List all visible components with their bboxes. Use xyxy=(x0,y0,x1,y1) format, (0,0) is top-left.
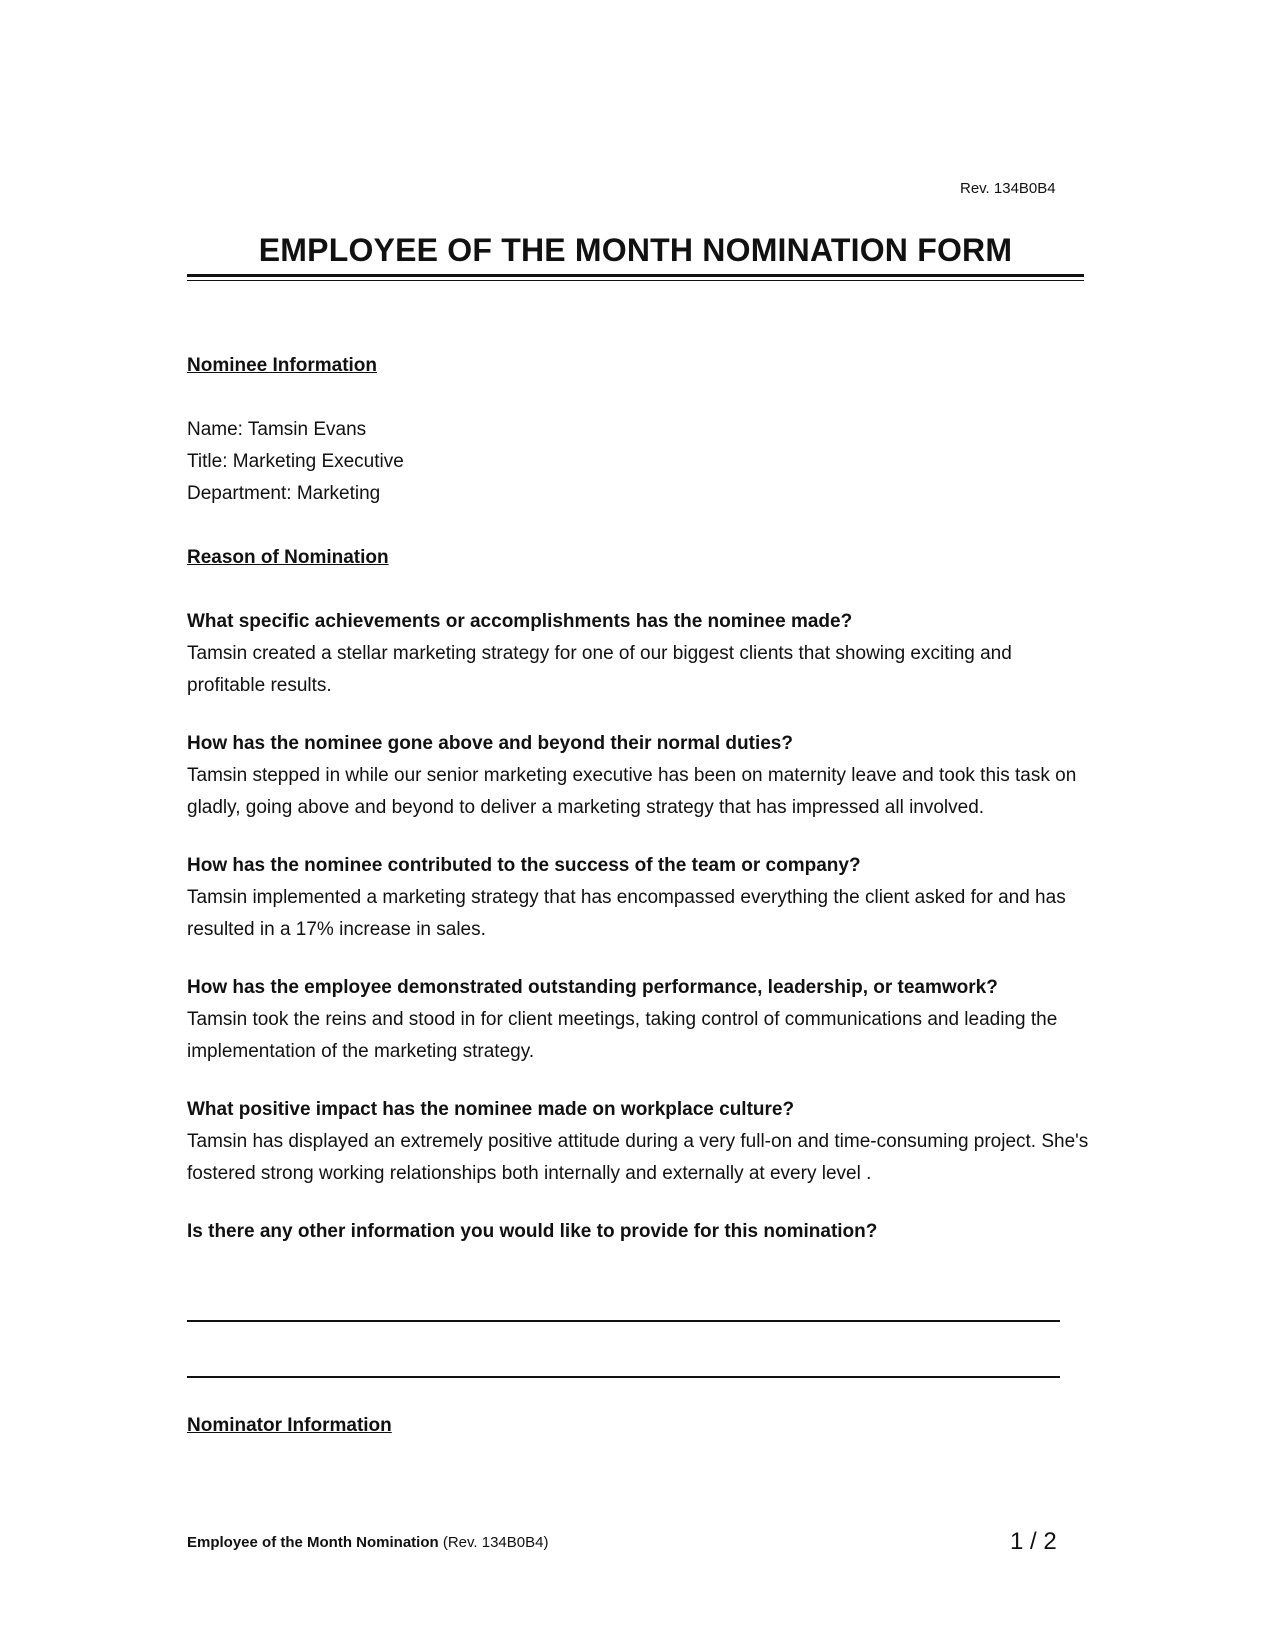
answer-text: Tamsin stepped in while our senior marketing executive has been on maternity leave and took this task on gladly, going above and beyond to deliver a marketing strategy that has impressed all involved. xyxy=(187,765,1077,818)
question-text: How has the nominee gone above and beyond their normal duties? xyxy=(187,733,793,754)
question-block xyxy=(187,972,1092,1068)
question-block xyxy=(187,606,1092,702)
question-text: How has the nominee contributed to the success of the team or company? xyxy=(187,855,861,876)
nominee-department: Department: Marketing xyxy=(187,483,381,504)
question-block xyxy=(187,1216,1092,1248)
footer-doc-name: Employee of the Month Nomination xyxy=(187,1534,439,1551)
revision-label: Rev. 134B0B4 xyxy=(960,180,1056,197)
answer-text: Tamsin created a stellar marketing strategy for one of our biggest clients that showing exciting and profitable results. xyxy=(187,643,1012,696)
answer-text: Tamsin has displayed an extremely positive attitude during a very full-on and time-consuming project. She's fostered strong working relationships both internally and externally at every level . xyxy=(187,1131,1089,1184)
title-block xyxy=(187,230,1084,281)
nominee-title: Title: Marketing Executive xyxy=(187,451,404,472)
title-rule-thin xyxy=(187,280,1084,281)
answer-text: Tamsin took the reins and stood in for client meetings, taking control of communications and leading the implementation of the marketing strategy. xyxy=(187,1009,1058,1062)
form-content xyxy=(187,350,1092,1248)
question-text: What specific achievements or accomplishments has the nominee made? xyxy=(187,611,853,632)
nominator-section-heading: Nominator Information xyxy=(187,1415,392,1436)
question-text: How has the employee demonstrated outstanding performance, leadership, or teamwork? xyxy=(187,977,998,998)
page-footer xyxy=(187,1534,548,1551)
answer-blank-line-1[interactable] xyxy=(187,1320,1060,1322)
question-block xyxy=(187,728,1092,824)
answer-blank-line-2[interactable] xyxy=(187,1376,1060,1378)
footer-revision: (Rev. 134B0B4) xyxy=(442,1534,549,1551)
page-title: EMPLOYEE OF THE MONTH NOMINATION FORM xyxy=(258,232,1013,268)
reason-section-heading: Reason of Nomination xyxy=(187,547,389,568)
answer-text: Tamsin implemented a marketing strategy that has encompassed everything the client asked for and has resulted in a 17% increase in sales. xyxy=(187,887,1066,940)
nominee-name: Name: Tamsin Evans xyxy=(187,419,367,440)
question-block xyxy=(187,1094,1092,1190)
question-text: Is there any other information you would like to provide for this nomination? xyxy=(187,1221,878,1242)
title-rule-thick xyxy=(187,274,1084,277)
page-number: 1 / 2 xyxy=(1010,1528,1057,1555)
question-text: What positive impact has the nominee made on workplace culture? xyxy=(187,1099,795,1120)
question-block xyxy=(187,850,1092,946)
nominee-section-heading: Nominee Information xyxy=(187,355,378,376)
